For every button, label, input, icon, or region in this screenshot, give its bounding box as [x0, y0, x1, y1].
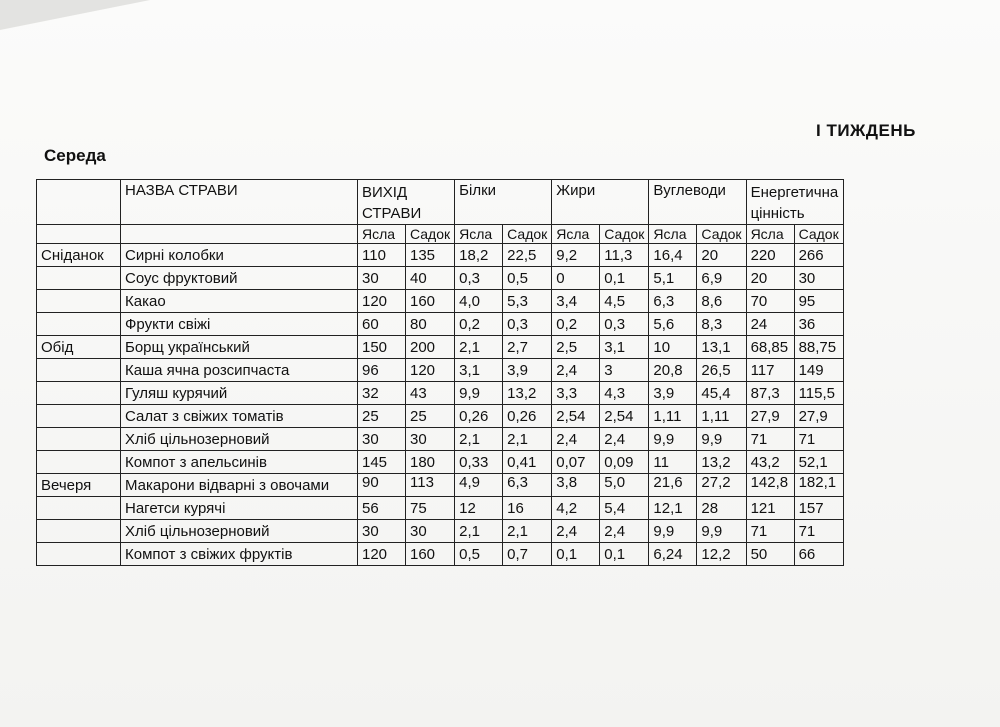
meal-cell [37, 290, 121, 313]
table-row [37, 244, 844, 267]
value-cell: 157 [794, 497, 843, 520]
dish-name-cell: Каша ячна розсипчаста [121, 359, 358, 382]
value-cell: 71 [746, 428, 794, 451]
value-cell: 0,2 [552, 313, 600, 336]
dish-name-cell: Салат з свіжих томатів [121, 405, 358, 428]
value-cell: 20 [746, 267, 794, 290]
value-cell: 0,2 [455, 313, 503, 336]
value-cell: 5,0 [600, 474, 649, 497]
value-cell: 4,9 [455, 474, 503, 497]
table-row [37, 336, 844, 359]
subheader-output-kindergarten: Садок [406, 225, 455, 244]
value-cell: 5,6 [649, 313, 697, 336]
value-cell: 13,2 [503, 382, 552, 405]
meal-cell [37, 313, 121, 336]
meal-cell [37, 267, 121, 290]
value-cell: 20,8 [649, 359, 697, 382]
value-cell: 18,2 [455, 244, 503, 267]
value-cell: 71 [746, 520, 794, 543]
value-cell: 40 [406, 267, 455, 290]
value-cell: 22,5 [503, 244, 552, 267]
value-cell: 0,3 [600, 313, 649, 336]
value-cell: 2,5 [552, 336, 600, 359]
value-cell: 45,4 [697, 382, 746, 405]
dish-name-cell: Соус фруктовий [121, 267, 358, 290]
dish-name-cell: Гуляш курячий [121, 382, 358, 405]
value-cell: 28 [697, 497, 746, 520]
value-cell: 70 [746, 290, 794, 313]
meal-cell [37, 497, 121, 520]
value-cell: 43,2 [746, 451, 794, 474]
table-row [37, 497, 844, 520]
value-cell: 30 [406, 428, 455, 451]
value-cell: 2,4 [600, 520, 649, 543]
value-cell: 60 [358, 313, 406, 336]
value-cell: 160 [406, 290, 455, 313]
value-cell: 11,3 [600, 244, 649, 267]
value-cell: 0,09 [600, 451, 649, 474]
value-cell: 2,1 [455, 336, 503, 359]
value-cell: 9,2 [552, 244, 600, 267]
value-cell: 9,9 [697, 520, 746, 543]
value-cell: 13,2 [697, 451, 746, 474]
value-cell: 24 [746, 313, 794, 336]
value-cell: 87,3 [746, 382, 794, 405]
value-cell: 90 [358, 474, 406, 497]
subheader-name-empty [121, 225, 358, 244]
header-meal-empty [37, 180, 121, 225]
subheader-fat-kindergarten: Садок [600, 225, 649, 244]
value-cell: 135 [406, 244, 455, 267]
value-cell: 3,9 [649, 382, 697, 405]
value-cell: 3,8 [552, 474, 600, 497]
meal-cell [37, 428, 121, 451]
table-row [37, 382, 844, 405]
table-row [37, 267, 844, 290]
value-cell: 75 [406, 497, 455, 520]
value-cell: 0,07 [552, 451, 600, 474]
value-cell: 8,6 [697, 290, 746, 313]
value-cell: 3 [600, 359, 649, 382]
meal-cell [37, 520, 121, 543]
value-cell: 200 [406, 336, 455, 359]
value-cell: 266 [794, 244, 843, 267]
value-cell: 3,1 [455, 359, 503, 382]
menu-table [36, 179, 844, 566]
table-row [37, 313, 844, 336]
subheader-energy-nursery: Ясла [746, 225, 794, 244]
table-row [37, 290, 844, 313]
dish-name-cell: Сирні колобки [121, 244, 358, 267]
subheader-output-nursery: Ясла [358, 225, 406, 244]
value-cell: 52,1 [794, 451, 843, 474]
value-cell: 30 [358, 428, 406, 451]
value-cell: 2,54 [600, 405, 649, 428]
meal-cell [37, 543, 121, 566]
value-cell: 68,85 [746, 336, 794, 359]
table-row [37, 474, 844, 497]
value-cell: 30 [794, 267, 843, 290]
value-cell: 0,5 [503, 267, 552, 290]
header-dish-name: НАЗВА СТРАВИ [121, 180, 358, 225]
value-cell: 2,4 [552, 428, 600, 451]
dish-name-cell: Макарони відварні з овочами [121, 474, 358, 497]
value-cell: 0,26 [455, 405, 503, 428]
value-cell: 43 [406, 382, 455, 405]
value-cell: 0,5 [455, 543, 503, 566]
value-cell: 121 [746, 497, 794, 520]
subheader-carbs-kindergarten: Садок [697, 225, 746, 244]
value-cell: 21,6 [649, 474, 697, 497]
value-cell: 2,4 [552, 359, 600, 382]
header-fat: Жири [552, 180, 649, 225]
value-cell: 32 [358, 382, 406, 405]
header-energy: Енергетична цінність [746, 180, 843, 225]
value-cell: 120 [358, 290, 406, 313]
value-cell: 30 [358, 267, 406, 290]
value-cell: 2,4 [552, 520, 600, 543]
value-cell: 26,5 [697, 359, 746, 382]
value-cell: 27,9 [794, 405, 843, 428]
meal-cell [37, 382, 121, 405]
value-cell: 0,26 [503, 405, 552, 428]
value-cell: 3,3 [552, 382, 600, 405]
value-cell: 6,3 [649, 290, 697, 313]
value-cell: 25 [406, 405, 455, 428]
value-cell: 6,9 [697, 267, 746, 290]
table-row [37, 428, 844, 451]
value-cell: 16 [503, 497, 552, 520]
subheader-energy-kindergarten: Садок [794, 225, 843, 244]
dish-name-cell: Нагетси курячі [121, 497, 358, 520]
value-cell: 4,3 [600, 382, 649, 405]
value-cell: 6,3 [503, 474, 552, 497]
value-cell: 12,1 [649, 497, 697, 520]
value-cell: 12 [455, 497, 503, 520]
value-cell: 2,1 [455, 520, 503, 543]
value-cell: 5,1 [649, 267, 697, 290]
value-cell: 182,1 [794, 474, 843, 497]
header-protein: Білки [455, 180, 552, 225]
week-title: І ТИЖДЕНЬ [816, 121, 916, 140]
value-cell: 0 [552, 267, 600, 290]
value-cell: 160 [406, 543, 455, 566]
value-cell: 0,41 [503, 451, 552, 474]
value-cell: 96 [358, 359, 406, 382]
value-cell: 71 [794, 428, 843, 451]
value-cell: 115,5 [794, 382, 843, 405]
value-cell: 117 [746, 359, 794, 382]
value-cell: 4,0 [455, 290, 503, 313]
value-cell: 9,9 [455, 382, 503, 405]
meal-cell [37, 405, 121, 428]
table-row [37, 543, 844, 566]
value-cell: 20 [697, 244, 746, 267]
value-cell: 2,54 [552, 405, 600, 428]
value-cell: 3,9 [503, 359, 552, 382]
value-cell: 145 [358, 451, 406, 474]
value-cell: 5,3 [503, 290, 552, 313]
value-cell: 50 [746, 543, 794, 566]
value-cell: 9,9 [649, 428, 697, 451]
value-cell: 0,7 [503, 543, 552, 566]
value-cell: 220 [746, 244, 794, 267]
subheader-carbs-nursery: Ясла [649, 225, 697, 244]
value-cell: 9,9 [649, 520, 697, 543]
table-row [37, 520, 844, 543]
value-cell: 56 [358, 497, 406, 520]
value-cell: 30 [406, 520, 455, 543]
value-cell: 0,1 [600, 543, 649, 566]
value-cell: 2,1 [503, 520, 552, 543]
day-title: Середа [44, 146, 106, 165]
subheader-protein-nursery: Ясла [455, 225, 503, 244]
value-cell: 95 [794, 290, 843, 313]
value-cell: 1,11 [697, 405, 746, 428]
value-cell: 180 [406, 451, 455, 474]
value-cell: 11 [649, 451, 697, 474]
value-cell: 25 [358, 405, 406, 428]
value-cell: 9,9 [697, 428, 746, 451]
value-cell: 2,1 [503, 428, 552, 451]
dish-name-cell: Хліб цільнозерновий [121, 428, 358, 451]
value-cell: 36 [794, 313, 843, 336]
value-cell: 8,3 [697, 313, 746, 336]
value-cell: 120 [358, 543, 406, 566]
value-cell: 13,1 [697, 336, 746, 359]
value-cell: 2,1 [455, 428, 503, 451]
table-row [37, 359, 844, 382]
value-cell: 142,8 [746, 474, 794, 497]
value-cell: 4,2 [552, 497, 600, 520]
value-cell: 5,4 [600, 497, 649, 520]
value-cell: 88,75 [794, 336, 843, 359]
value-cell: 120 [406, 359, 455, 382]
value-cell: 2,7 [503, 336, 552, 359]
header-carbs: Вуглеводи [649, 180, 746, 225]
meal-cell: Обід [37, 336, 121, 359]
value-cell: 27,9 [746, 405, 794, 428]
value-cell: 0,33 [455, 451, 503, 474]
value-cell: 0,1 [552, 543, 600, 566]
value-cell: 80 [406, 313, 455, 336]
meal-cell [37, 359, 121, 382]
value-cell: 150 [358, 336, 406, 359]
value-cell: 0,1 [600, 267, 649, 290]
value-cell: 30 [358, 520, 406, 543]
subheader-protein-kindergarten: Садок [503, 225, 552, 244]
meal-cell [37, 451, 121, 474]
meal-cell: Сніданок [37, 244, 121, 267]
table-row [37, 451, 844, 474]
value-cell: 10 [649, 336, 697, 359]
value-cell: 110 [358, 244, 406, 267]
dish-name-cell: Какао [121, 290, 358, 313]
value-cell: 0,3 [455, 267, 503, 290]
value-cell: 2,4 [600, 428, 649, 451]
value-cell: 113 [406, 474, 455, 497]
value-cell: 3,4 [552, 290, 600, 313]
dish-name-cell: Фрукти свіжі [121, 313, 358, 336]
value-cell: 149 [794, 359, 843, 382]
value-cell: 4,5 [600, 290, 649, 313]
value-cell: 1,11 [649, 405, 697, 428]
value-cell: 6,24 [649, 543, 697, 566]
header-output: ВИХІД СТРАВИ [358, 180, 455, 225]
subheader-meal-empty [37, 225, 121, 244]
value-cell: 16,4 [649, 244, 697, 267]
dish-name-cell: Борщ український [121, 336, 358, 359]
meal-cell: Вечеря [37, 474, 121, 497]
dish-name-cell: Компот з свіжих фруктів [121, 543, 358, 566]
value-cell: 27,2 [697, 474, 746, 497]
dish-name-cell: Компот з апельсинів [121, 451, 358, 474]
subheader-fat-nursery: Ясла [552, 225, 600, 244]
value-cell: 12,2 [697, 543, 746, 566]
folded-corner [0, 0, 150, 30]
value-cell: 3,1 [600, 336, 649, 359]
value-cell: 0,3 [503, 313, 552, 336]
value-cell: 66 [794, 543, 843, 566]
table-row [37, 405, 844, 428]
value-cell: 71 [794, 520, 843, 543]
dish-name-cell: Хліб цільнозерновий [121, 520, 358, 543]
